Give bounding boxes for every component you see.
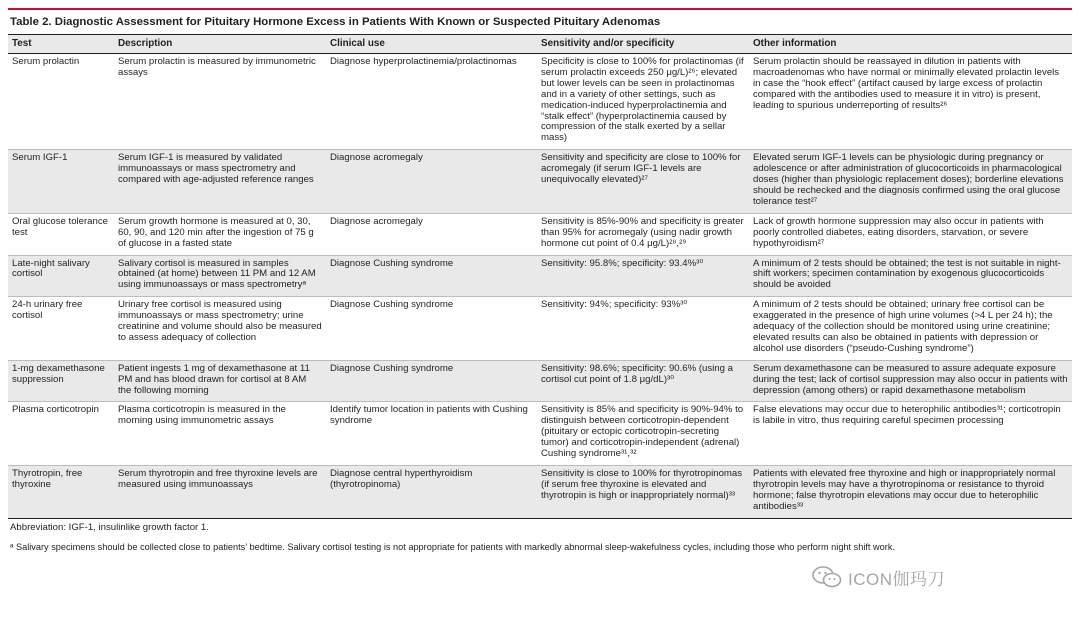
cell-test: 24-h urinary free cortisol (8, 297, 114, 361)
cell-other-information: Elevated serum IGF-1 levels can be physiologic during pregnancy or adolescence or after administration of glucocorticoids in pharmacological doses (higher than physiologic replacement doses); borderline elevations should be rechecked and the diagnosis confirmed using the oral glucose tolerance test²⁷ (749, 150, 1072, 214)
table-row (8, 150, 1072, 214)
cell-other-information: A minimum of 2 tests should be obtained; the test is not suitable in night-shift workers; specimen contamination by exogenous glucocorticoids should be avoided (749, 255, 1072, 297)
table-row (8, 213, 1072, 255)
table-row (8, 255, 1072, 297)
cell-test: Serum prolactin (8, 54, 114, 150)
accent-rule (8, 8, 1072, 10)
cell-description: Serum IGF-1 is measured by validated immunoassays or mass spectrometry and compared with age-adjusted reference ranges (114, 150, 326, 214)
column-header-other-information: Other information (749, 35, 1072, 54)
cell-test: Plasma corticotropin (8, 402, 114, 466)
wechat-icon (812, 566, 842, 588)
cell-test: Thyrotropin, free thyroxine (8, 466, 114, 519)
cell-sensitivity: Sensitivity: 94%; specificity: 93%³⁰ (537, 297, 749, 361)
cell-other-information: Lack of growth hormone suppression may also occur in patients with poorly controlled diabetes, eating disorders, starvation, or severe hypothyroidism²⁷ (749, 213, 1072, 255)
cell-sensitivity: Specificity is close to 100% for prolactinomas (if serum prolactin exceeds 250 μg/L)²⁶; elevated but lower levels can be seen in prolactinomas and in a variety of other settings, such as medication-induced hyperprolactinemia and “stalk effect” (hyperprolactinemia caused by compression of the stalk exerted by a sellar mass) (537, 54, 749, 150)
cell-clinical-use: Diagnose Cushing syndrome (326, 297, 537, 361)
watermark-text: ICON伽玛刀 (848, 569, 945, 589)
cell-description: Serum prolactin is measured by immunometric assays (114, 54, 326, 150)
column-header-test: Test (8, 35, 114, 54)
cell-clinical-use: Diagnose hyperprolactinemia/prolactinomas (326, 54, 537, 150)
cell-sensitivity: Sensitivity: 98.6%; specificity: 90.6% (using a cortisol cut point of 1.8 μg/dL)³⁰ (537, 360, 749, 402)
cell-other-information: Serum dexamethasone can be measured to assure adequate exposure during the test; lack of cortisol suppression may also occur in patients with depression (among others) or rapid dexamethasone metabolism (749, 360, 1072, 402)
cell-clinical-use: Identify tumor location in patients with Cushing syndrome (326, 402, 537, 466)
abbreviation-note: Abbreviation: IGF-1, insulinlike growth factor 1. (10, 521, 209, 533)
cell-sensitivity: Sensitivity and specificity are close to 100% for acromegaly (if serum IGF-1 levels are unequivocally elevated)²⁷ (537, 150, 749, 214)
watermark (812, 564, 945, 590)
cell-other-information: A minimum of 2 tests should be obtained; urinary free cortisol can be exaggerated in the presence of high urine volumes (>4 L per 24 h); the adequacy of the collection should be monitored using urine creatinine; elevated results can also be obtained in patients with depression or alcohol use disorders (“pseudo-Cushing syndrome”) (749, 297, 1072, 361)
column-header-sensitivity: Sensitivity and/or specificity (537, 35, 749, 54)
cell-clinical-use: Diagnose Cushing syndrome (326, 255, 537, 297)
cell-test: Late-night salivary cortisol (8, 255, 114, 297)
cell-clinical-use: Diagnose acromegaly (326, 213, 537, 255)
table-row (8, 402, 1072, 466)
cell-sensitivity: Sensitivity: 95.8%; specificity: 93.4%³⁰ (537, 255, 749, 297)
column-header-description: Description (114, 35, 326, 54)
table-row (8, 297, 1072, 361)
table-row (8, 466, 1072, 519)
column-header-clinical-use: Clinical use (326, 35, 537, 54)
table-row (8, 360, 1072, 402)
cell-test: 1-mg dexamethasone suppression (8, 360, 114, 402)
cell-description: Serum growth hormone is measured at 0, 30, 60, 90, and 120 min after the ingestion of 75 g of glucose in a fasted state (114, 213, 326, 255)
cell-description: Urinary free cortisol is measured using immunoassays or mass spectrometry; urine creatinine and volume should also be measured to assess adequacy of collection (114, 297, 326, 361)
cell-sensitivity: Sensitivity is close to 100% for thyrotropinomas (if serum free thyroxine is elevated and thyrotropin is high or inappropriately normal)³³ (537, 466, 749, 519)
footnote: ᵃ Salivary specimens should be collected close to patients’ bedtime. Salivary cortisol testing is not appropriate for patients with markedly abnormal sleep-wakefulness cycles, including those who perform night shift work. (10, 541, 895, 552)
cell-other-information: Patients with elevated free thyroxine and high or inappropriately normal thyrotropin levels may have a thyrotropinoma or resistance to thyroid hormone; false thyrotropin elevations may occur due to heterophilic antibodies³³ (749, 466, 1072, 519)
cell-description: Plasma corticotropin is measured in the morning using immunometric assays (114, 402, 326, 466)
cell-other-information: Serum prolactin should be reassayed in dilution in patients with macroadenomas who have normal or minimally elevated prolactin levels in case the “hook effect” (artifact caused by large excess of prolactin compared with the antibodies used to measure it in vitro) is present, leading to spurious underreporting of results²⁶ (749, 54, 1072, 150)
cell-other-information: False elevations may occur due to heterophilic antibodies³¹; corticotropin is labile in vitro, thus requiring careful specimen processing (749, 402, 1072, 466)
cell-test: Serum IGF-1 (8, 150, 114, 214)
cell-sensitivity: Sensitivity is 85% and specificity is 90%-94% to distinguish between corticotropin-dependent (pituitary or ectopic corticotropin-secreting tumor) and corticotropin-independent (adrenal) Cushing syndrome³¹,³² (537, 402, 749, 466)
cell-description: Serum thyrotropin and free thyroxine levels are measured using immunoassays (114, 466, 326, 519)
table-title: Table 2. Diagnostic Assessment for Pituitary Hormone Excess in Patients With Known or Suspected Pituitary Adenomas (10, 16, 661, 28)
table-row (8, 54, 1072, 150)
diagnostic-table (8, 34, 1072, 519)
header-row (8, 35, 1072, 54)
cell-clinical-use: Diagnose Cushing syndrome (326, 360, 537, 402)
cell-description: Patient ingests 1 mg of dexamethasone at 11 PM and has blood drawn for cortisol at 8 AM the following morning (114, 360, 326, 402)
cell-clinical-use: Diagnose acromegaly (326, 150, 537, 214)
cell-test: Oral glucose tolerance test (8, 213, 114, 255)
cell-description: Salivary cortisol is measured in samples obtained (at home) between 11 PM and 12 AM using immunoassays or mass spectrometryᵃ (114, 255, 326, 297)
cell-clinical-use: Diagnose central hyperthyroidism (thyrotropinoma) (326, 466, 537, 519)
table-container (8, 8, 1072, 553)
cell-sensitivity: Sensitivity is 85%-90% and specificity is greater than 95% for acromegaly (using nadir growth hormone cut point of 0.4 μg/L)²⁸,²⁹ (537, 213, 749, 255)
